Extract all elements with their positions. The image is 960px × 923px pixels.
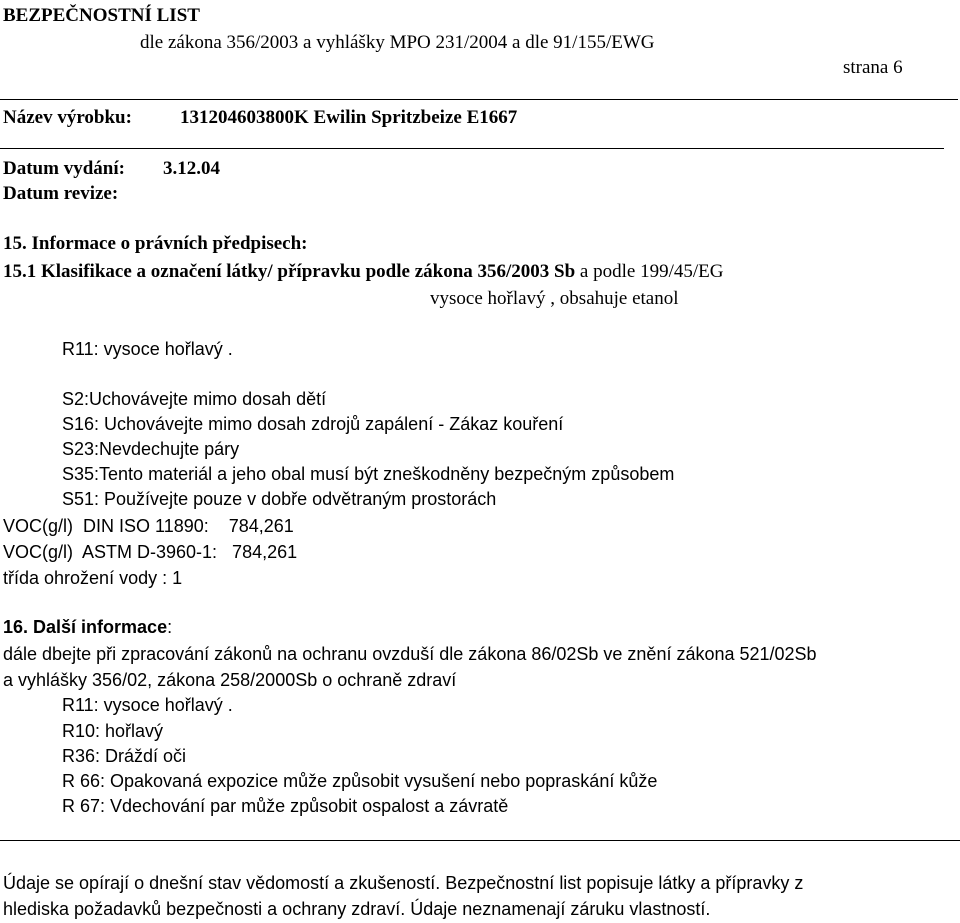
r-phrase: R 66: Opakovaná expozice může způsobit vysušení nebo popraskání kůže <box>62 771 658 791</box>
s-phrase: S16: Uchovávejte mimo dosah zdrojů zapálení - Zákaz kouření <box>62 414 564 434</box>
classification-text: vysoce hořlavý , obsahuje etanol <box>430 288 679 309</box>
product-divider <box>0 148 944 149</box>
section-16-text: dále dbejte při zpracování zákonů na ochranu ovzduší dle zákona 86/02Sb ve znění zákona 521/02Sb <box>3 644 817 664</box>
r11-phrase: R11: vysoce hořlavý . <box>62 339 233 359</box>
s-phrase: S23:Nevdechujte páry <box>62 439 240 459</box>
section-16-heading <box>3 618 172 636</box>
section-15-heading: 15. Informace o právních předpisech: <box>3 233 308 254</box>
r-phrase: R36: Dráždí oči <box>62 746 187 766</box>
section-16-heading-bold: 16. Další informace <box>3 617 168 637</box>
water-hazard-class: třída ohrožení vody : 1 <box>3 568 183 588</box>
voc-din-iso: VOC(g/l) DIN ISO 11890: 784,261 <box>3 516 294 536</box>
document-title: BEZPEČNOSTNÍ LIST <box>3 5 200 26</box>
footer-disclaimer: Údaje se opírají o dnešní stav vědomostí a zkušeností. Bezpečnostní list popisuje látky a přípravky z <box>3 873 804 893</box>
section-15-1-bold: 15.1 Klasifikace a označení látky/ přípravku podle zákona 356/2003 Sb <box>3 261 576 282</box>
product-name: 131204603800K Ewilin Spritzbeize E1667 <box>180 107 518 128</box>
page-number: strana 6 <box>843 57 903 78</box>
r-phrase: R 67: Vdechování par může způsobit ospalost a závratě <box>62 796 509 816</box>
s-phrase: S51: Používejte pouze v dobře odvětraným prostorách <box>62 489 497 509</box>
r-phrase: R10: hořlavý <box>62 721 164 741</box>
revision-date-label: Datum revize: <box>3 183 119 204</box>
issue-date-label: Datum vydání: <box>3 158 125 179</box>
header-divider <box>0 99 958 100</box>
s-phrase: S35:Tento materiál a jeho obal musí být zneškodněny bezpečným způsobem <box>62 464 675 484</box>
issue-date-value: 3.12.04 <box>163 158 220 179</box>
section-15-1-rest: a podle 199/45/EG <box>575 261 724 282</box>
s-phrase: S2:Uchovávejte mimo dosah dětí <box>62 389 327 409</box>
product-label: Název výrobku: <box>3 107 132 128</box>
r-phrase: R11: vysoce hořlavý . <box>62 695 233 715</box>
document-subtitle: dle zákona 356/2003 a vyhlášky MPO 231/2004 a dle 91/155/EWG <box>140 32 655 53</box>
voc-astm: VOC(g/l) ASTM D-3960-1: 784,261 <box>3 542 298 562</box>
section-15-1-heading <box>3 262 723 281</box>
footer-disclaimer: hlediska požadavků bezpečnosti a ochrany zdraví. Údaje neznamenají záruku vlastností. <box>3 899 711 919</box>
section-16-text: a vyhlášky 356/02, zákona 258/2000Sb o ochraně zdraví <box>3 670 457 690</box>
footer-divider <box>0 840 960 841</box>
section-16-heading-colon: : <box>167 617 173 637</box>
